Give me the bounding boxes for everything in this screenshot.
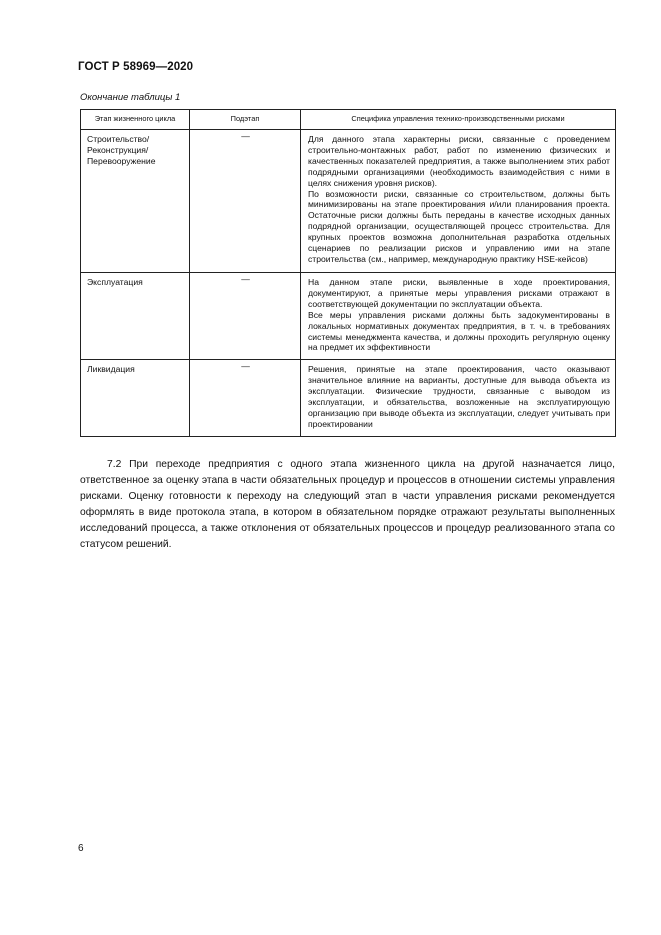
spec-paragraph: Для данного этапа характерны риски, связанные с проведением строительно-монтажных работ, работ по изменению физических и качественных показателей предприятия, а также выполнением этих работ подрядными организациями (необходимость взаимодействия с ними в целях снижения уровня рисков). bbox=[308, 134, 610, 188]
column-header-spec: Специфика управления технико-производственными рисками bbox=[301, 110, 616, 130]
stage-cell: Строительство/ Реконструкция/ Перевооружение bbox=[81, 130, 190, 273]
spec-paragraph: По возможности риски, связанные со строительством, должны быть минимизированы на этапе проектирования и/или планирования проекта. Остаточные риски должны быть переданы в качестве исходных данных подрядной организации, осуществляющей процесс строительства. Для крупных проектов возможна дополнительная разработка отдельных сценариев по реализации рисков и управлению ими на этапе строительства (см., например, международную практику HSE-кейсов) bbox=[308, 188, 610, 264]
stage-cell: Ликвидация bbox=[81, 360, 190, 436]
substage-cell: — bbox=[190, 360, 301, 436]
document-code: ГОСТ Р 58969—2020 bbox=[78, 61, 194, 73]
spec-cell bbox=[301, 360, 616, 436]
substage-cell: — bbox=[190, 130, 301, 273]
table-row bbox=[81, 273, 616, 360]
page-number: 6 bbox=[78, 843, 84, 854]
substage-cell: — bbox=[190, 273, 301, 360]
spec-cell bbox=[301, 130, 616, 273]
table-caption: Окончание таблицы 1 bbox=[80, 92, 181, 103]
risk-table bbox=[80, 109, 616, 437]
spec-cell bbox=[301, 273, 616, 360]
spec-paragraph: Все меры управления рисками должны быть задокументированы в локальных нормативных документах предприятия, в т. ч. в требованиях системы менеджмента качества, и должны проходить регулярную оценку на предмет их эффективности bbox=[308, 309, 610, 353]
table-header-row bbox=[81, 110, 616, 130]
table-row bbox=[81, 360, 616, 436]
stage-cell: Эксплуатация bbox=[81, 273, 190, 360]
spec-paragraph: На данном этапе риски, выявленные в ходе проектирования, документируют, а принятые меры управления рисками отражают в соответствующей документации по эксплуатации объекта. bbox=[308, 277, 610, 309]
spec-paragraph: Решения, принятые на этапе проектирования, часто оказывают значительное влияние на варианты, доступные для вывода объекта из эксплуатации. Физические трудности, связанные с выводом из эксплуатации, и обязательства, возложенные на эксплуатирующую организацию при выводе объекта из эксплуатации, следует учитывать при проектировании bbox=[308, 364, 610, 429]
column-header-stage: Этап жизненного цикла bbox=[81, 110, 190, 130]
table-row bbox=[81, 130, 616, 273]
body-paragraph: 7.2 При переходе предприятия с одного этапа жизненного цикла на другой назначается лицо, ответственное за оценку этапа в части обязательных процедур и процессов в отношении системы управления рисками. Оценку готовности к переходу на следующий этап в части управления рисками рекомендуется оформлять в виде протокола этапа, в котором в обязательном порядке отражают результаты выполненных исследований процесса, а также отклонения от обязательных процессов и процедур реализованного этапа со статусом решений. bbox=[80, 459, 615, 551]
column-header-substage: Подэтап bbox=[190, 110, 301, 130]
